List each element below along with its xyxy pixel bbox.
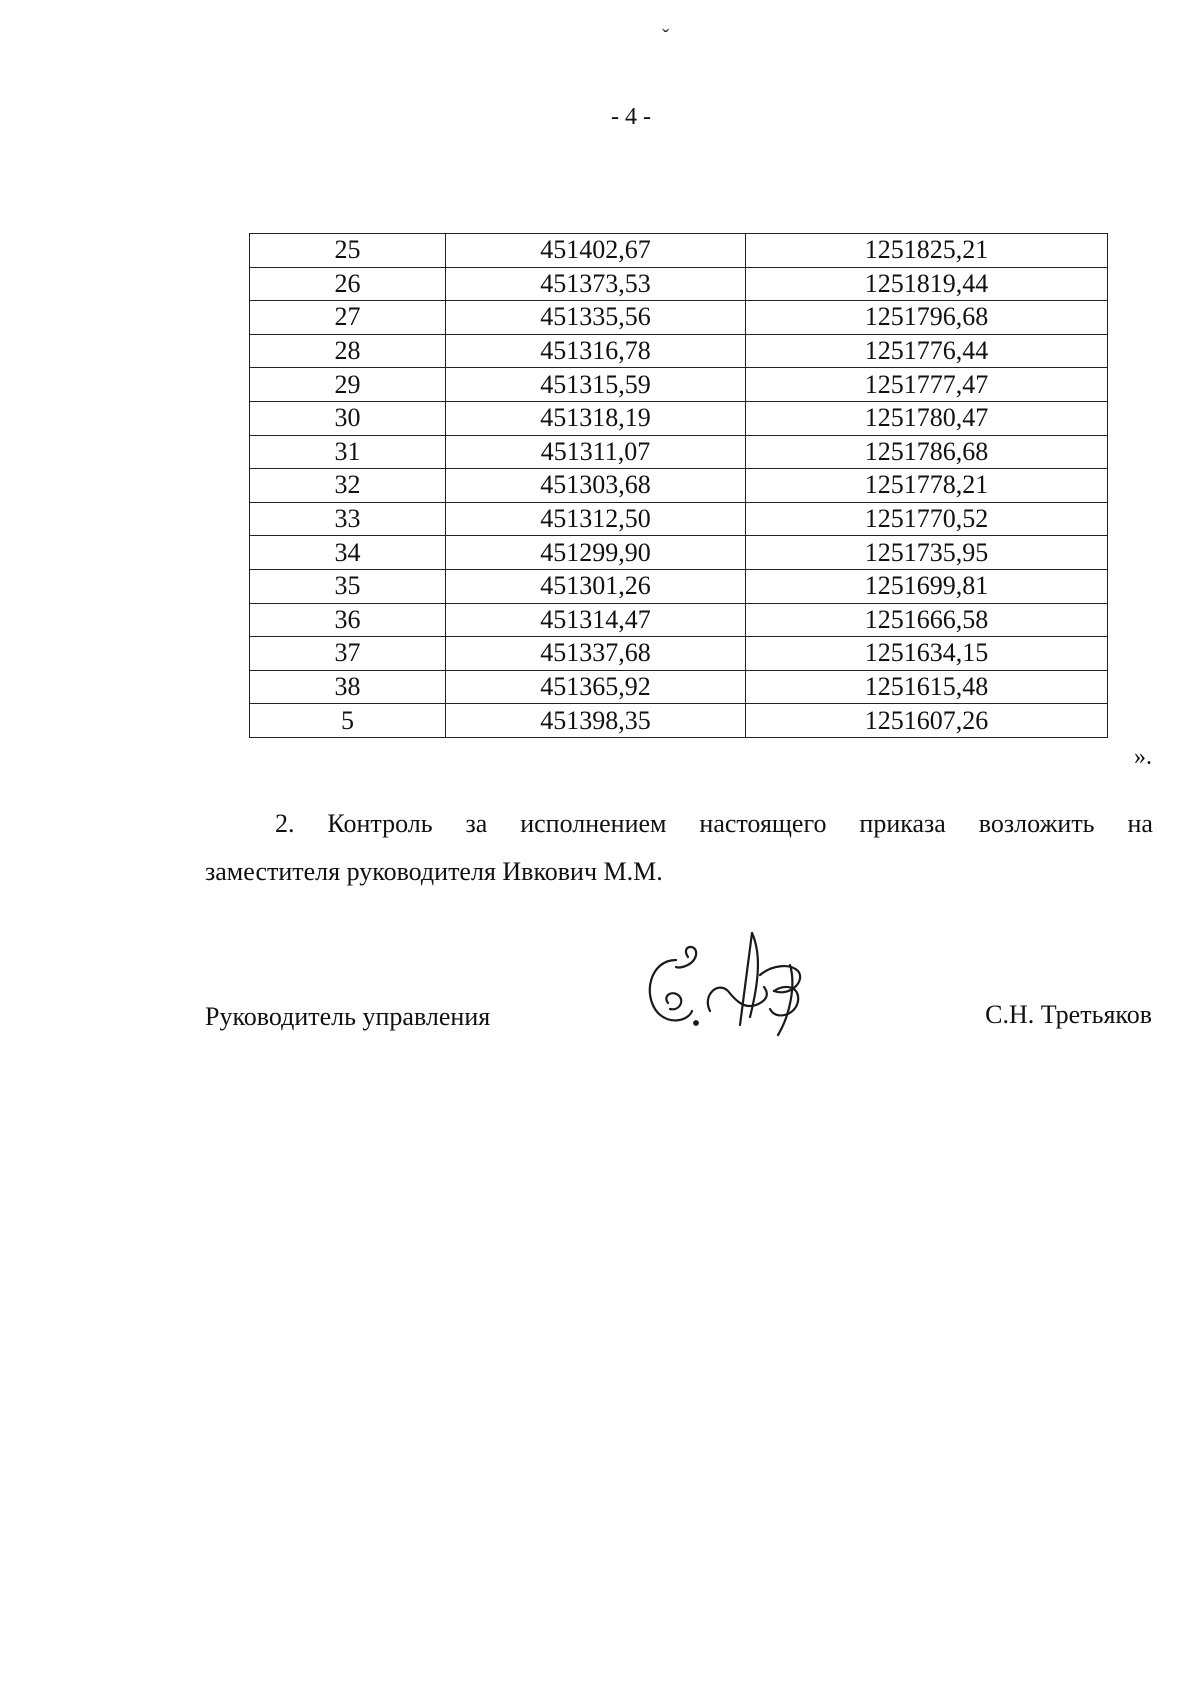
x-coordinate-cell: 451402,67	[446, 234, 746, 268]
point-number-cell: 5	[250, 704, 446, 738]
clause-line-2: заместителя руководителя Ивкович М.М.	[205, 857, 663, 886]
table-row	[250, 469, 1108, 503]
x-coordinate-cell: 451299,90	[446, 536, 746, 570]
table-row	[250, 301, 1108, 335]
y-coordinate-cell: 1251666,58	[746, 603, 1108, 637]
table-row	[250, 267, 1108, 301]
clause-word: настоящего	[699, 809, 827, 838]
x-coordinate-cell: 451314,47	[446, 603, 746, 637]
x-coordinate-cell: 451318,19	[446, 401, 746, 435]
x-coordinate-cell: 451398,35	[446, 704, 746, 738]
point-number-cell: 32	[250, 469, 446, 503]
signer-title: Руководитель управления	[205, 1002, 491, 1031]
clause-word: возложить	[978, 809, 1095, 838]
point-number-cell: 28	[250, 334, 446, 368]
page-number: - 4 -	[611, 104, 651, 130]
clause-2	[205, 800, 1153, 896]
clause-word: на	[1127, 809, 1153, 838]
table-row	[250, 670, 1108, 704]
clause-number: 2.	[275, 809, 295, 838]
table-row	[250, 569, 1108, 603]
y-coordinate-cell: 1251770,52	[746, 502, 1108, 536]
x-coordinate-cell: 451373,53	[446, 267, 746, 301]
table-row	[250, 368, 1108, 402]
x-coordinate-cell: 451315,59	[446, 368, 746, 402]
point-number-cell: 36	[250, 603, 446, 637]
table-row	[250, 502, 1108, 536]
x-coordinate-cell: 451312,50	[446, 502, 746, 536]
y-coordinate-cell: 1251615,48	[746, 670, 1108, 704]
x-coordinate-cell: 451337,68	[446, 637, 746, 671]
x-coordinate-cell: 451301,26	[446, 569, 746, 603]
point-number-cell: 30	[250, 401, 446, 435]
x-coordinate-cell: 451303,68	[446, 469, 746, 503]
y-coordinate-cell: 1251786,68	[746, 435, 1108, 469]
y-coordinate-cell: 1251634,15	[746, 637, 1108, 671]
signer-name: С.Н. Третьяков	[985, 1000, 1152, 1029]
table-row	[250, 435, 1108, 469]
y-coordinate-cell: 1251778,21	[746, 469, 1108, 503]
clause-word: исполнением	[520, 809, 667, 838]
table-row	[250, 401, 1108, 435]
x-coordinate-cell: 451311,07	[446, 435, 746, 469]
y-coordinate-cell: 1251777,47	[746, 368, 1108, 402]
clause-word: за	[465, 809, 488, 838]
point-number-cell: 26	[250, 267, 446, 301]
point-number-cell: 38	[250, 670, 446, 704]
y-coordinate-cell: 1251699,81	[746, 569, 1108, 603]
point-number-cell: 35	[250, 569, 446, 603]
table-row	[250, 234, 1108, 268]
top-mark: ˇ	[662, 24, 670, 49]
x-coordinate-cell: 451316,78	[446, 334, 746, 368]
point-number-cell: 34	[250, 536, 446, 570]
clause-line-1	[205, 800, 1153, 848]
table-row	[250, 334, 1108, 368]
point-number-cell: 27	[250, 301, 446, 335]
table-row	[250, 704, 1108, 738]
point-number-cell: 25	[250, 234, 446, 268]
y-coordinate-cell: 1251825,21	[746, 234, 1108, 268]
x-coordinate-cell: 451335,56	[446, 301, 746, 335]
table-row	[250, 536, 1108, 570]
y-coordinate-cell: 1251735,95	[746, 536, 1108, 570]
point-number-cell: 33	[250, 502, 446, 536]
x-coordinate-cell: 451365,92	[446, 670, 746, 704]
point-number-cell: 37	[250, 637, 446, 671]
coordinates-table	[249, 233, 1108, 738]
clause-word: Контроль	[327, 809, 433, 838]
y-coordinate-cell: 1251819,44	[746, 267, 1108, 301]
closing-quote: ».	[1134, 744, 1152, 770]
y-coordinate-cell: 1251776,44	[746, 334, 1108, 368]
table-row	[250, 603, 1108, 637]
y-coordinate-cell: 1251796,68	[746, 301, 1108, 335]
y-coordinate-cell: 1251607,26	[746, 704, 1108, 738]
point-number-cell: 29	[250, 368, 446, 402]
point-number-cell: 31	[250, 435, 446, 469]
y-coordinate-cell: 1251780,47	[746, 401, 1108, 435]
table-row	[250, 637, 1108, 671]
clause-word: приказа	[859, 809, 946, 838]
handwritten-signature	[640, 925, 840, 1045]
